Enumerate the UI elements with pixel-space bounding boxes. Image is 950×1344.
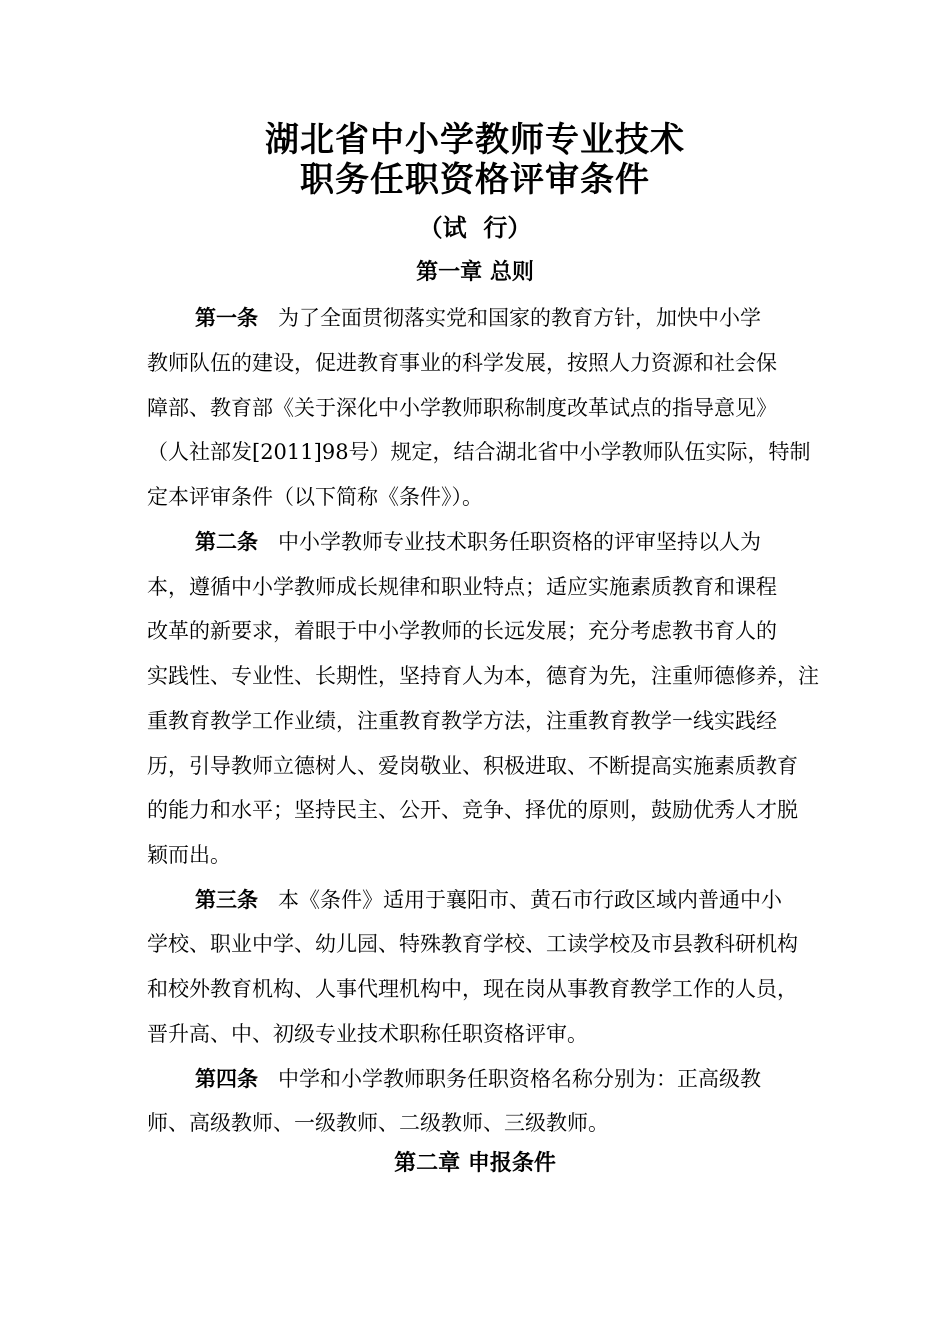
document-subtitle: （试 行） — [418, 213, 532, 242]
article-1-label: 第一条 — [195, 306, 258, 330]
article-2-label: 第二条 — [195, 530, 258, 554]
article-3-line-2: 学校、职业中学、幼儿园、特殊教育学校、工读学校及市县教科研机构 — [147, 932, 798, 956]
document-title-line1: 湖北省中小学教师专业技术 — [265, 120, 685, 160]
article-3-line-4: 晋升高、中、初级专业技术职称任职资格评审。 — [147, 1022, 588, 1046]
article-2-line-3: 改革的新要求，着眼于中小学教师的长远发展；充分考虑教书育人的 — [147, 619, 777, 643]
article-1-text: 为了全面贯彻落实党和国家的教育方针，加快中小学 — [278, 306, 762, 330]
article-4-text: 中学和小学教师职务任职资格名称分别为：正高级教 — [278, 1067, 762, 1091]
article-3-text: 本《条件》适用于襄阳市、黄石市行政区域内普通中小 — [278, 888, 783, 912]
article-1-line-4: （人社部发[2011]98号）规定，结合湖北省中小学教师队伍实际，特制 — [147, 440, 811, 464]
article-2-line-1 — [195, 527, 827, 557]
article-2-line-6: 历，引导教师立德树人、爱岗敬业、积极进取、不断提高实施素质教育 — [147, 754, 798, 778]
article-2-line-2: 本，遵循中小学教师成长规律和职业特点；适应实施素质教育和课程 — [147, 575, 777, 599]
article-3-line-1 — [195, 885, 827, 915]
article-2-line-4: 实践性、专业性、长期性，坚持育人为本，德育为先，注重师德修养，注 — [147, 664, 819, 688]
article-2-line-5: 重教育教学工作业绩，注重教育教学方法，注重教育教学一线实践经 — [147, 709, 777, 733]
article-2-line-8: 颖而出。 — [147, 843, 231, 867]
chapter-heading-2: 第二章 申报条件 — [394, 1151, 556, 1176]
article-4-label: 第四条 — [195, 1067, 258, 1091]
chapter-heading-1: 第一章 总则 — [416, 260, 534, 285]
article-1-line-3: 障部、教育部《关于深化中小学教师职称制度改革试点的指导意见》 — [147, 396, 777, 420]
article-4-line-2: 师、高级教师、一级教师、二级教师、三级教师。 — [147, 1111, 609, 1135]
article-3-label: 第三条 — [195, 888, 258, 912]
document-title-line2: 职务任职资格评审条件 — [300, 160, 650, 200]
article-3-line-3: 和校外教育机构、人事代理机构中，现在岗从事教育教学工作的人员， — [147, 977, 798, 1001]
article-1-line-5: 定本评审条件（以下简称《条件》）。 — [147, 485, 483, 509]
article-1-line-1 — [195, 303, 827, 333]
article-2-line-7: 的能力和水平；坚持民主、公开、竞争、择优的原则，鼓励优秀人才脱 — [147, 798, 798, 822]
article-2-text: 中小学教师专业技术职务任职资格的评审坚持以人为 — [278, 530, 762, 554]
article-4-line-1 — [195, 1064, 827, 1094]
article-1-line-2: 教师队伍的建设，促进教育事业的科学发展，按照人力资源和社会保 — [147, 351, 777, 375]
